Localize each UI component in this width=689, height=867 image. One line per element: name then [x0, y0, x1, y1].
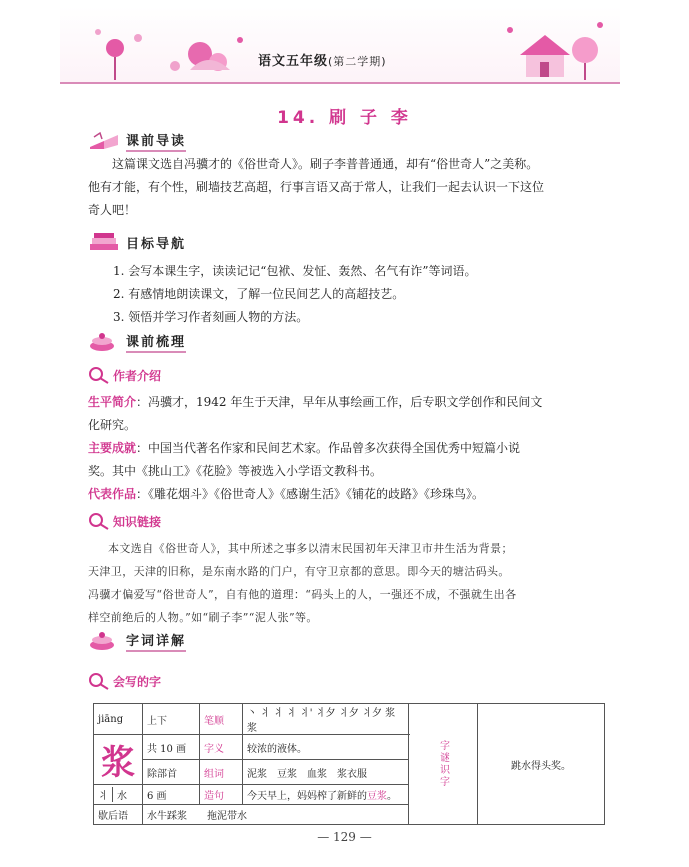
page-number: — 129 —: [317, 830, 372, 844]
knowledge-text: 本文选自《俗世奇人》，其中所述之事多以清末民国初年天津卫市井生活为背景； 天津卫，天津的旧称，是东南水路的门户，有守卫京都的意思。即今天的塘沽码头。 冯骥才偏爱写“俗世奇人”，自有他的道理：“码头上的人，一强还不成，不强就生出各 样空前绝后的人物。”如“刷子李”“泥人张”等。: [88, 542, 517, 624]
idioms: 水牛踩浆 拖泥带水: [143, 805, 409, 825]
cake-icon: [88, 631, 122, 651]
lesson-title: 14. 刷 子 李: [277, 108, 412, 128]
idiom-label: 歇后语: [94, 805, 143, 825]
words: 泥浆 豆浆 血浆 浆衣服: [243, 760, 409, 785]
knowledge-heading: 知识链接: [88, 512, 161, 530]
usage-label: 造句: [200, 785, 243, 805]
riddle-label: 字谜识字: [409, 704, 478, 825]
goal-item: 1. 会写本课生字，读读记记“包袱、发怔、轰然、名气有诈”等词语。: [113, 264, 477, 278]
meaning-label: 字义: [200, 735, 243, 760]
stroke-count: 共 10 画: [143, 735, 200, 760]
riddle: 跳水得头奖。: [478, 704, 605, 825]
character-card: [93, 703, 605, 825]
section-goals-heading: 目标导航: [88, 231, 186, 253]
remaining-strokes: 6 画: [143, 785, 200, 805]
meaning: 较浓的液体。: [243, 735, 409, 760]
goal-item: 3. 领悟并学习作者刻画人物的方法。: [113, 310, 309, 324]
goal-item: 2. 有感情地朗读课文，了解一位民间艺人的高超技艺。: [113, 287, 405, 301]
preview-text: 这篇课文选自冯骥才的《俗世奇人》。刷子李普普通通，却有“俗世奇人”之美称。 他有才能，有个性，刷墙技艺高超，行事言语又高于常人，让我们一起去认识一下这位 奇人吧！: [88, 157, 545, 217]
character: 浆: [94, 735, 143, 785]
magnifier-icon: [88, 672, 110, 690]
author-achievements: 主要成就：中国当代著名作家和民间艺术家。作品曾多次获得全国优秀中短篇小说 奖。其中《挑山工》《花脸》等被选入小学语文教科书。: [88, 441, 521, 478]
magnifier-icon: [88, 512, 110, 530]
flower-decoration-icon: [80, 10, 260, 80]
stroke-order-label: 笔顺: [200, 704, 243, 735]
books-icon: [88, 232, 122, 252]
usage: 今天早上，妈妈榨了新鲜的豆浆。: [243, 785, 409, 805]
pinyin: jiāng: [94, 704, 143, 735]
book-icon: [88, 131, 122, 151]
magnifier-icon: [88, 366, 110, 384]
radical-label: 除部首: [143, 760, 200, 785]
author-works: 代表作品：《雕花烟斗》《俗世奇人》《感谢生活》《铺花的歧路》《珍珠鸟》。: [88, 487, 485, 501]
section-vocab-heading: 字词详解: [88, 630, 186, 652]
section-review-heading: 课前梳理: [88, 331, 186, 353]
author-heading: 作者介绍: [88, 366, 161, 384]
radical-cell: 丬 水: [94, 785, 143, 805]
page-header: [60, 6, 620, 84]
section-preview-heading: 课前导读: [88, 130, 186, 152]
author-bio: 生平简介：冯骥才，1942 年生于天津，早年从事绘画工作，后专职文学创作和民间文 化研究。: [88, 395, 543, 432]
header-title: 语文五年级(第二学期): [258, 54, 387, 69]
words-label: 组词: [200, 760, 243, 785]
stroke-order: 丶 丬 丬 丬 丬' 丬夕 丬夕 丬夕 浆 浆: [243, 704, 409, 735]
house-decoration-icon: [500, 10, 610, 80]
cake-icon: [88, 332, 122, 352]
structure: 上下: [143, 704, 200, 735]
vocab-subheading: 会写的字: [88, 672, 161, 690]
